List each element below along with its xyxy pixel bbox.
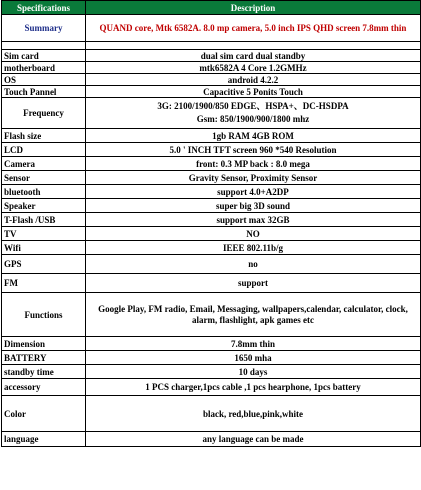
- table-row-spacer: [2, 42, 421, 50]
- spec-label: Sim card: [2, 50, 86, 62]
- table-row: [2, 171, 421, 185]
- spec-value: dual sim card dual standby: [86, 50, 421, 62]
- spec-value: any language can be made: [86, 432, 421, 447]
- spec-label: language: [2, 432, 86, 447]
- summary-value: QUAND core, Mtk 6582A. 8.0 mp camera, 5.0 inch IPS QHD screen 7.8mm thin: [86, 15, 421, 42]
- specifications-header: Specifications: [2, 1, 86, 15]
- table-row: [2, 199, 421, 213]
- table-row: [2, 432, 421, 447]
- table-row: [2, 337, 421, 351]
- frequency-line-gsm: Gsm: 850/1900/900/1800 mhz: [196, 114, 310, 124]
- spec-value: mtk6582A 4 Core 1.2GMHz: [86, 62, 421, 74]
- spec-label: Speaker: [2, 199, 86, 213]
- spec-value: super big 3D sound: [86, 199, 421, 213]
- description-header: Description: [86, 1, 421, 15]
- table-row: [2, 396, 421, 432]
- spec-value: [86, 98, 421, 129]
- spacer-cell: [2, 42, 86, 50]
- spec-value: 10 days: [86, 365, 421, 379]
- spec-label: Touch Pannel: [2, 86, 86, 98]
- spec-value: android 4.2.2: [86, 74, 421, 86]
- spec-label: Wifi: [2, 241, 86, 255]
- table-row: [2, 293, 421, 337]
- spec-label: Functions: [2, 293, 86, 337]
- spec-value: black, red,blue,pink,white: [86, 396, 421, 432]
- spec-label: Camera: [2, 157, 86, 171]
- table-row: [2, 86, 421, 98]
- spec-value: Gravity Sensor, Proximity Sensor: [86, 171, 421, 185]
- table-header-row: [2, 1, 421, 15]
- summary-label: Summary: [2, 15, 86, 42]
- spec-value: support 4.0+A2DP: [86, 185, 421, 199]
- table-row: [2, 255, 421, 274]
- spec-value: 1 PCS charger,1pcs cable ,1 pcs hearphone, 1pcs battery: [86, 379, 421, 396]
- spec-value: front: 0.3 MP back : 8.0 mega: [86, 157, 421, 171]
- spec-label: standby time: [2, 365, 86, 379]
- spec-label: Sensor: [2, 171, 86, 185]
- table-row: [2, 98, 421, 129]
- spec-label: OS: [2, 74, 86, 86]
- spec-label: Flash size: [2, 129, 86, 143]
- table-row: [2, 379, 421, 396]
- table-row: [2, 74, 421, 86]
- summary-row: [2, 15, 421, 42]
- table-row: [2, 62, 421, 74]
- table-row: [2, 213, 421, 227]
- spec-label: T-Flash /USB: [2, 213, 86, 227]
- spec-label: FM: [2, 274, 86, 293]
- spec-label: bluetooth: [2, 185, 86, 199]
- spec-label: Frequency: [2, 98, 86, 129]
- spacer-cell: [86, 42, 421, 50]
- spec-value: IEEE 802.11b/g: [86, 241, 421, 255]
- specifications-table: [1, 0, 421, 447]
- spec-value: no: [86, 255, 421, 274]
- spec-value: support: [86, 274, 421, 293]
- spec-value: Google Play, FM radio, Email, Messaging, wallpapers,calendar, calculator, clock, alarm, flashlight, apk games etc: [86, 293, 421, 337]
- frequency-line-3g: 3G: 2100/1900/850 EDGE、HSPA+、DC-HSDPA: [157, 101, 349, 111]
- table-row: [2, 143, 421, 157]
- spec-value: 5.0 ' INCH TFT screen 960 *540 Resolution: [86, 143, 421, 157]
- spec-label: GPS: [2, 255, 86, 274]
- spec-value: 7.8mm thin: [86, 337, 421, 351]
- table-row: [2, 274, 421, 293]
- spec-label: Dimension: [2, 337, 86, 351]
- table-row: [2, 185, 421, 199]
- spec-value: NO: [86, 227, 421, 241]
- spec-label: motherboard: [2, 62, 86, 74]
- spec-label: BATTERY: [2, 351, 86, 365]
- spec-label: accessory: [2, 379, 86, 396]
- spec-value: 1650 mha: [86, 351, 421, 365]
- spec-value: Capacitive 5 Ponits Touch: [86, 86, 421, 98]
- table-row: [2, 351, 421, 365]
- table-row: [2, 227, 421, 241]
- spec-value: 1gb RAM 4GB ROM: [86, 129, 421, 143]
- table-row: [2, 129, 421, 143]
- table-row: [2, 157, 421, 171]
- table-row: [2, 365, 421, 379]
- spec-label: LCD: [2, 143, 86, 157]
- spec-label: Color: [2, 396, 86, 432]
- table-row: [2, 241, 421, 255]
- spec-label: TV: [2, 227, 86, 241]
- spec-value: support max 32GB: [86, 213, 421, 227]
- table-row: [2, 50, 421, 62]
